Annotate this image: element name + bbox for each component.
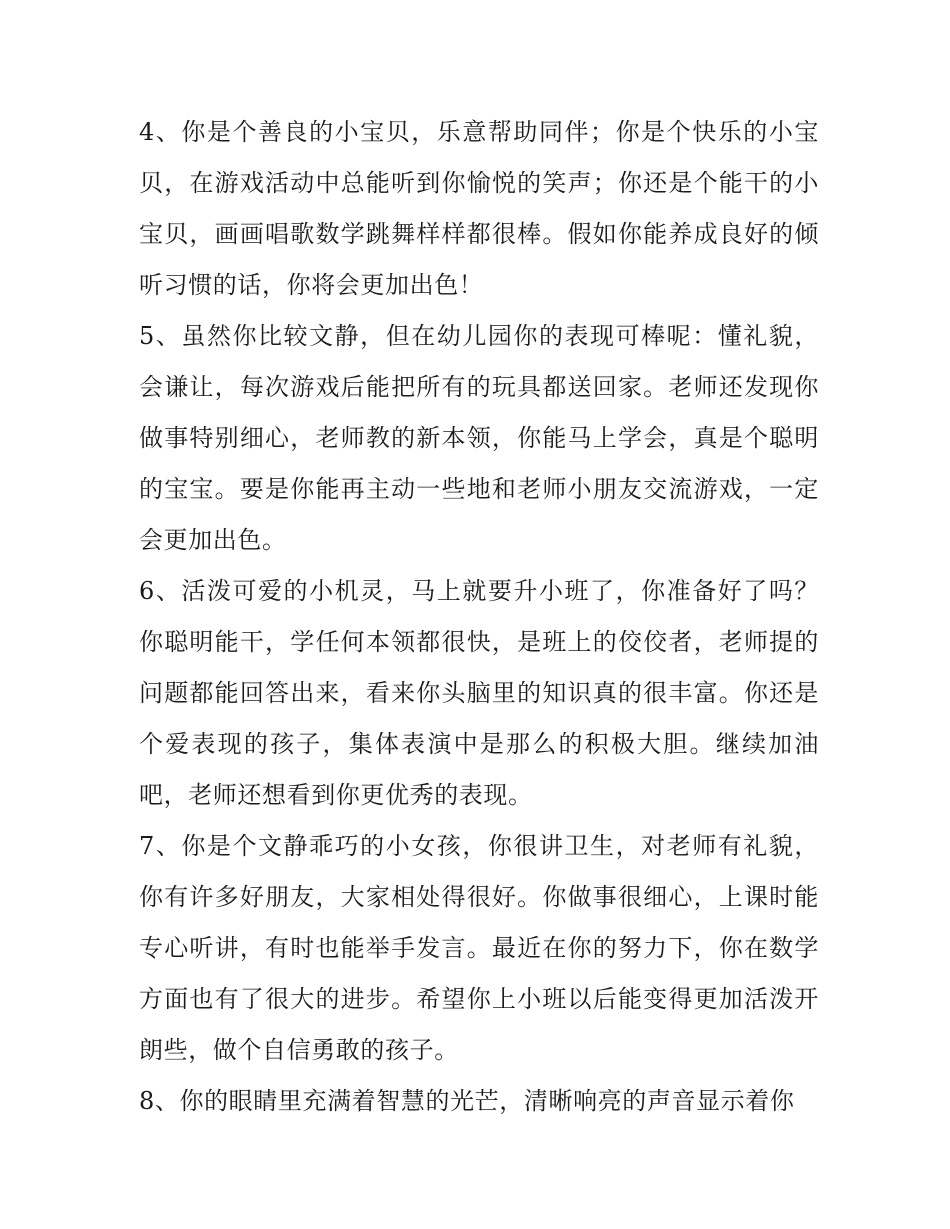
document-body	[139, 107, 819, 1127]
comment-paragraph-4: 4、你是个善良的小宝贝，乐意帮助同伴；你是个快乐的小宝贝，在游戏活动中总能听到你愉悦的笑声；你还是个能干的小宝贝，画画唱歌数学跳舞样样都很棒。假如你能养成良好的倾听习惯的话，你将会更加出色！	[139, 118, 819, 299]
comment-paragraph-6: 6、活泼可爱的小机灵，马上就要升小班了，你准备好了吗？你聪明能干，学任何本领都很快，是班上的佼佼者，老师提的问题都能回答出来，看来你头脑里的知识真的很丰富。你还是个爱表现的孩子，集体表演中是那么的积极大胆。继续加油吧，老师还想看到你更优秀的表现。	[139, 577, 819, 809]
comment-paragraph-8: 8、你的眼睛里充满着智慧的光芒，清晰响亮的声音显示着你	[139, 1087, 795, 1115]
comment-paragraph-5: 5、虽然你比较文静，但在幼儿园你的表现可棒呢：懂礼貌，会谦让，每次游戏后能把所有的玩具都送回家。老师还发现你做事特别细心，老师教的新本领，你能马上学会，真是个聪明的宝宝。要是你能再主动一些地和老师小朋友交流游戏，一定会更加出色。	[139, 322, 819, 554]
comment-paragraph-7: 7、你是个文静乖巧的小女孩，你很讲卫生，对老师有礼貌，你有许多好朋友，大家相处得很好。你做事很细心，上课时能专心听讲，有时也能举手发言。最近在你的努力下，你在数学方面也有了很大的进步。希望你上小班以后能变得更加活泼开朗些，做个自信勇敢的孩子。	[139, 832, 819, 1064]
